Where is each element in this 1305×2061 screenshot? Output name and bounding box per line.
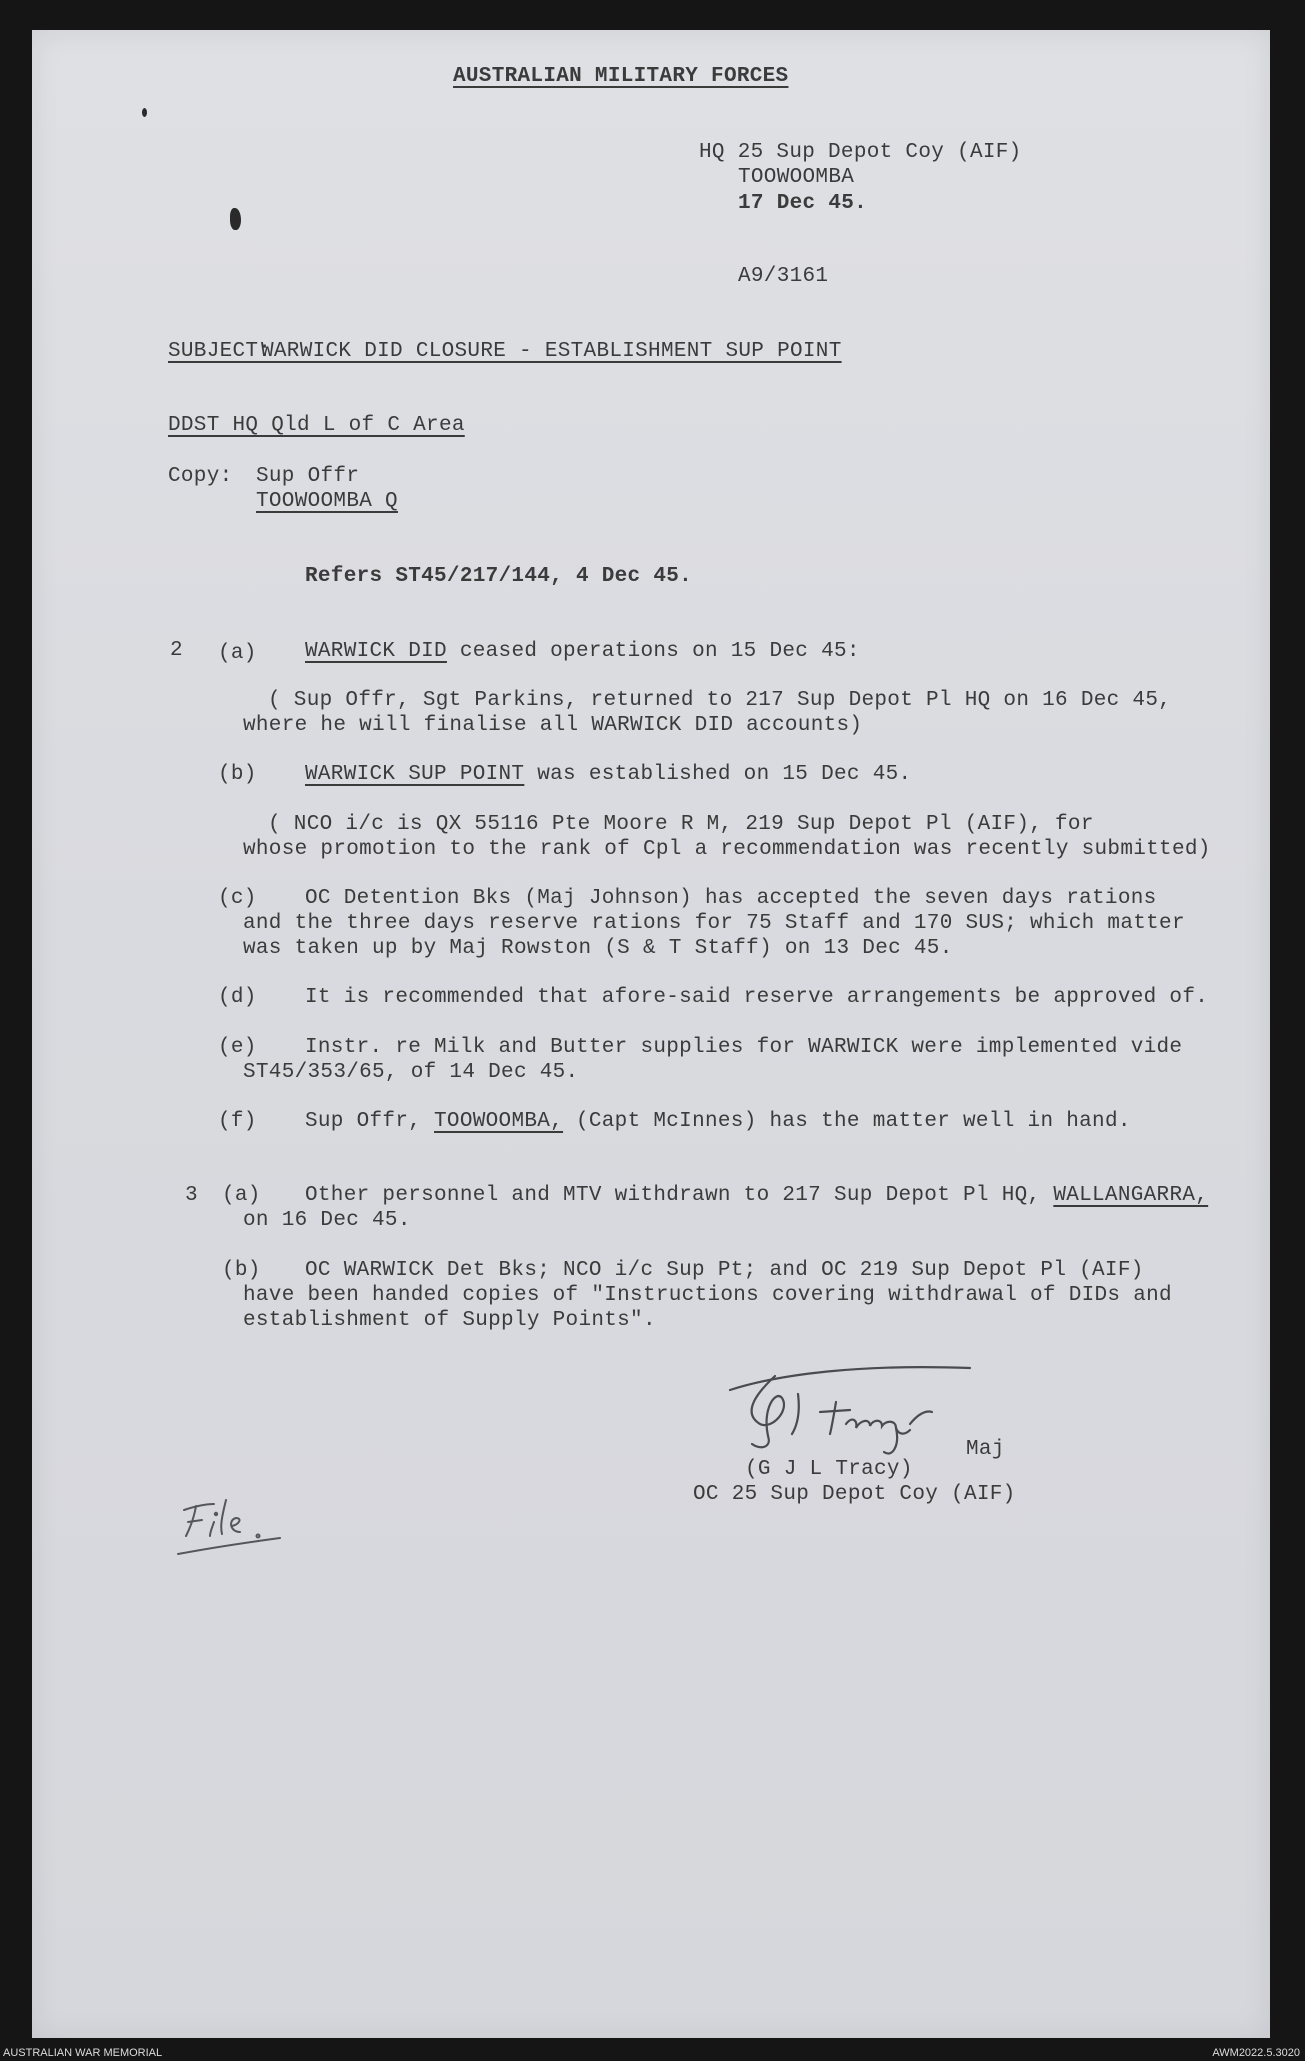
place-name: TOOWOOMBA, <box>434 1110 564 1133</box>
paragraph-number: 3 <box>185 1184 198 1207</box>
item-label: (b) <box>222 1259 261 1282</box>
addressee: DDST HQ Qld L of C Area <box>168 414 465 437</box>
item-label: (f) <box>218 1110 257 1133</box>
item-note: ( Sup Offr, Sgt Parkins, returned to 217 Sup Depot Pl HQ on 16 Dec 45, <box>268 689 1172 712</box>
handwritten-file-note <box>170 1492 300 1562</box>
subject-label: SUBJECT: <box>168 340 272 363</box>
item-text: Instr. re Milk and Butter supplies for WARWICK were implemented vide <box>305 1036 1183 1059</box>
item-text: and the three days reserve rations for 75 Staff and 170 SUS; which matter <box>243 912 1185 935</box>
reference-line: Refers ST45/217/144, 4 Dec 45. <box>305 565 693 588</box>
item-label: (b) <box>218 763 257 786</box>
item-label: (e) <box>218 1036 257 1059</box>
item-text: establishment of Supply Points". <box>243 1309 656 1332</box>
subject-text: WARWICK DID CLOSURE - ESTABLISHMENT SUP POINT <box>261 340 842 363</box>
item-text-rest: (Capt McInnes) has the matter well in hand. <box>563 1110 1131 1133</box>
signatory-name: (G J L Tracy) <box>745 1458 913 1481</box>
paragraph-number: 2 <box>170 639 183 662</box>
place-name: WARWICK SUP POINT <box>305 763 525 786</box>
item-text <box>305 1183 1208 1209</box>
item-note: ( NCO i/c is QX 55116 Pte Moore R M, 219 Sup Depot Pl (AIF), for <box>268 813 1094 836</box>
footer-accession: AWM2022.5.3020 <box>1212 2047 1300 2059</box>
copy-recipient-place: TOOWOOMBA Q <box>256 490 398 513</box>
item-label: (d) <box>218 986 257 1009</box>
copy-label: Copy: <box>168 465 233 488</box>
item-label: (a) <box>218 642 257 665</box>
footer-credit: AUSTRALIAN WAR MEMORIAL <box>3 2047 163 2059</box>
copy-recipient: Sup Offr <box>256 465 360 488</box>
item-label: (a) <box>222 1184 261 1207</box>
item-text-rest: ceased operations on 15 Dec 45: <box>446 640 860 663</box>
sender-place: TOOWOOMBA <box>738 166 855 189</box>
item-text <box>305 1109 1131 1135</box>
place-name: WARWICK DID <box>305 640 447 663</box>
item-text: OC Detention Bks (Maj Johnson) has accepted the seven days rations <box>305 887 1157 910</box>
item-text-pre: Sup Offr, <box>305 1110 435 1133</box>
page-title: AUSTRALIAN MILITARY FORCES <box>453 65 789 88</box>
signatory-position: OC 25 Sup Depot Coy (AIF) <box>693 1483 1016 1506</box>
letter-date: 17 Dec 45. <box>738 192 868 215</box>
item-text: was taken up by Maj Rowston (S & T Staff) on 13 Dec 45. <box>243 937 953 960</box>
place-name: WALLANGARRA, <box>1053 1184 1209 1207</box>
file-reference: A9/3161 <box>738 265 829 288</box>
item-text: ST45/353/65, of 14 Dec 45. <box>243 1061 579 1084</box>
item-text: on 16 Dec 45. <box>243 1209 411 1232</box>
item-text-rest: was established on 15 Dec 45. <box>524 763 912 786</box>
item-text-pre: Other personnel and MTV withdrawn to 217 Sup Depot Pl HQ, <box>305 1184 1054 1207</box>
paper-mark <box>142 108 147 117</box>
paper-mark <box>230 208 241 230</box>
item-text <box>305 639 860 665</box>
signatory-rank: Maj <box>966 1438 1005 1461</box>
item-text: It is recommended that afore-said reserve arrangements be approved of. <box>305 986 1209 1009</box>
item-text: OC WARWICK Det Bks; NCO i/c Sup Pt; and OC 219 Sup Depot Pl (AIF) <box>305 1259 1144 1282</box>
item-label: (c) <box>218 887 257 910</box>
sender-unit: HQ 25 Sup Depot Coy (AIF) <box>699 141 1022 164</box>
item-text: have been handed copies of "Instructions covering withdrawal of DIDs and <box>243 1284 1172 1307</box>
item-note: where he will finalise all WARWICK DID accounts) <box>243 714 863 737</box>
item-text <box>305 762 911 788</box>
item-note: whose promotion to the rank of Cpl a recommendation was recently submitted) <box>243 838 1211 861</box>
document-page <box>32 30 1270 2038</box>
